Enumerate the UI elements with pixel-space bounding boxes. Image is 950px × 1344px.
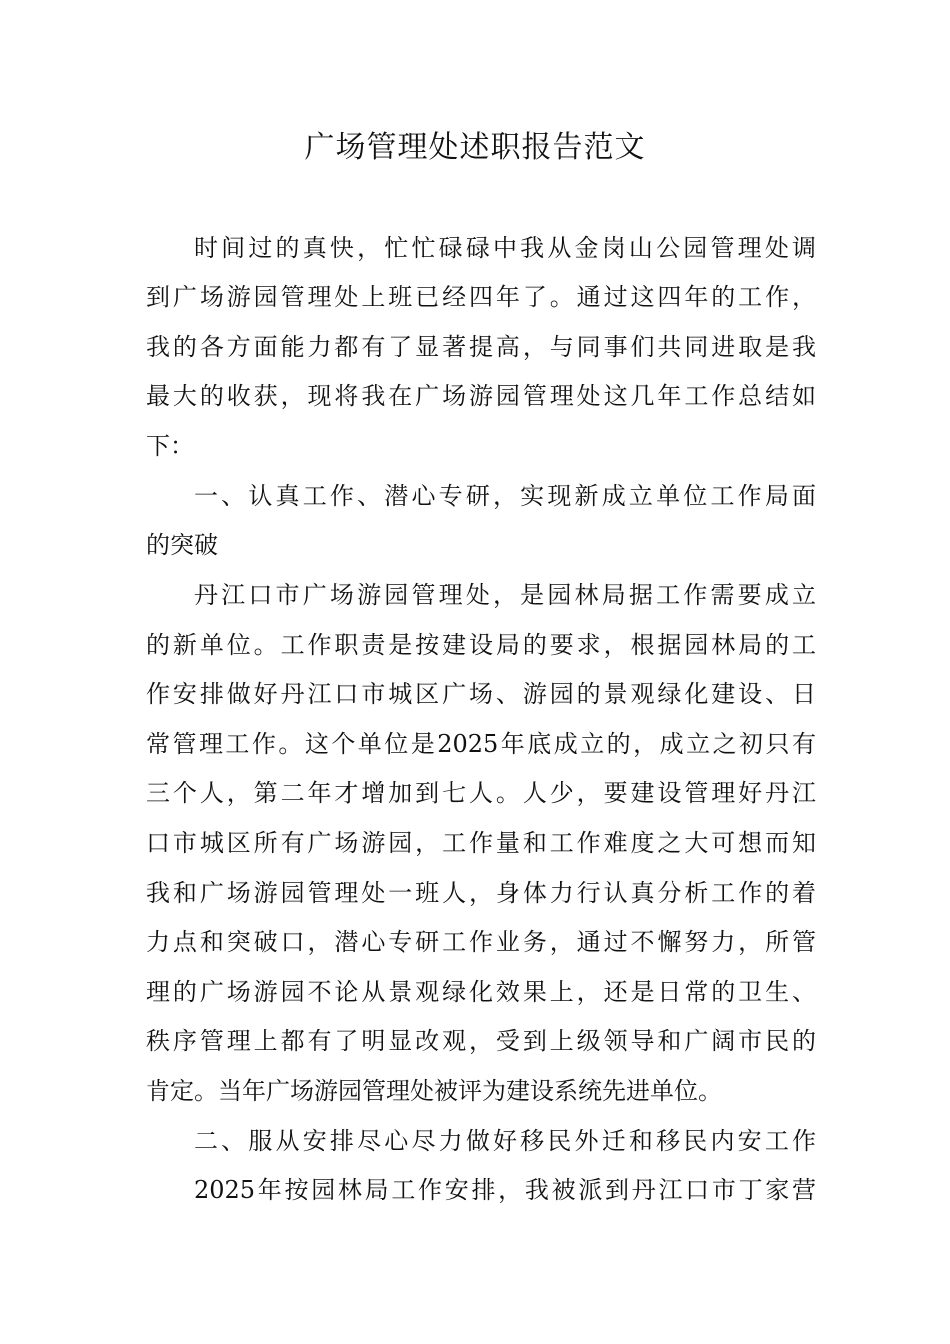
paragraph-line: 作安排做好丹江口市城区广场、游园的景观绿化建设、日	[146, 680, 816, 708]
paragraph-line: 2025年按园林局工作安排，我被派到丹江口市丁家营	[194, 1176, 816, 1204]
paragraph-line: 力点和突破口，潜心专研工作业务，通过不懈努力，所管	[146, 928, 816, 956]
paragraph-line: 理的广场游园不论从景观绿化效果上，还是日常的卫生、	[146, 978, 816, 1006]
section-heading-line: 一、认真工作、潜心专研，实现新成立单位工作局面	[194, 482, 816, 510]
paragraph-line: 我的各方面能力都有了显著提高，与同事们共同进取是我	[146, 333, 816, 361]
paragraph-line: 时间过的真快，忙忙碌碌中我从金岗山公园管理处调	[194, 234, 816, 262]
paragraph-line: 三个人，第二年才增加到七人。人少，要建设管理好丹江	[146, 779, 816, 807]
paragraph-line: 的新单位。工作职责是按建设局的要求，根据园林局的工	[146, 631, 816, 659]
paragraph-line: 常管理工作。这个单位是2025年底成立的，成立之初只有	[146, 730, 816, 758]
paragraph-line: 口市城区所有广场游园，工作量和工作难度之大可想而知	[146, 829, 816, 857]
section-heading-line: 二、服从安排尽心尽力做好移民外迁和移民内安工作	[194, 1127, 816, 1155]
paragraph-line: 最大的收获，现将我在广场游园管理处这几年工作总结如	[146, 382, 816, 410]
document-title: 广场管理处述职报告范文	[304, 130, 646, 165]
paragraph-line: 秩序管理上都有了明显改观，受到上级领导和广阔市民的	[146, 1027, 816, 1055]
paragraph-line: 到广场游园管理处上班已经四年了。通过这四年的工作，	[146, 283, 816, 311]
paragraph-line: 丹江口市广场游园管理处，是园林局据工作需要成立	[194, 581, 816, 609]
paragraph-line: 我和广场游园管理处一班人，身体力行认真分析工作的着	[146, 879, 816, 907]
section-heading-line: 的突破	[146, 531, 218, 559]
paragraph-line: 肯定。当年广场游园管理处被评为建设系统先进单位。	[146, 1077, 722, 1105]
paragraph-line: 下：	[146, 432, 194, 460]
